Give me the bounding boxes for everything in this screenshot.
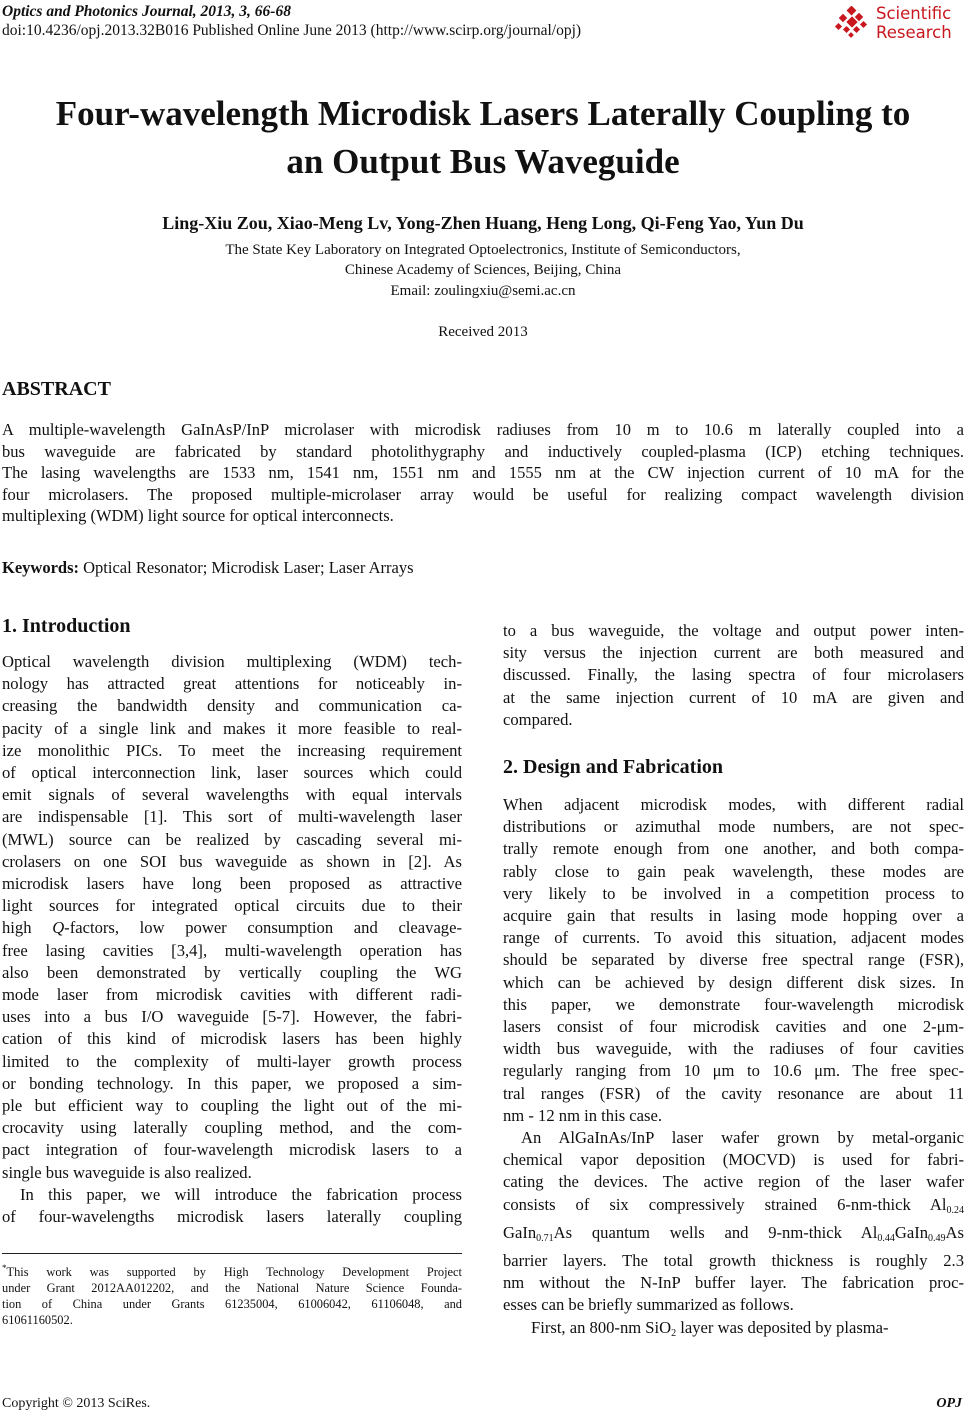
text-line: uses into a bus I/O waveguide [5-7]. However, the fabri-: [2, 1007, 462, 1027]
text-line: distributions or azimuthal mode numbers, are not spec-: [503, 817, 964, 837]
text-line: limited to the complexity of multi-layer growth process: [2, 1051, 462, 1071]
text-line: this paper, we demonstrate four-wavelength microdisk: [503, 994, 964, 1014]
text-line: consists of six compressively strained 6-nm-thick $Al_{0.24}$: [503, 1194, 964, 1216]
text-line: creasing the bandwidth density and communication ca-: [2, 696, 462, 716]
text-line: discussed. Finally, the lasing spectra of four microlasers: [503, 665, 964, 685]
affiliation-line-1: The State Key Laboratory on Integrated Optoelectronics, Institute of Semiconductors,: [225, 242, 741, 258]
logo-line-2: Research: [876, 23, 952, 42]
title-line-2: an Output Bus Waveguide: [286, 142, 680, 181]
logo-mark-icon: [834, 6, 872, 40]
title-line-1: Four-wavelength Microdisk Lasers Laterally Coupling to: [55, 94, 911, 133]
abstract-line: four microlasers. The proposed multiple-microlaser array would be useful for realizing compact wavelength division: [2, 484, 964, 504]
text-line: single bus waveguide is also realized.: [2, 1162, 252, 1182]
text-line: are indispensable [1]. This sort of multi-wavelength laser: [2, 807, 462, 827]
design-heading: 2. Design and Fabrication: [503, 756, 724, 778]
abstract-heading: ABSTRACT: [2, 378, 111, 400]
text-line: nm without the N-InP buffer layer. The fabrication proc-: [503, 1273, 964, 1293]
received-date: Received 2013: [438, 324, 528, 340]
text-line: Optical wavelength division multiplexing (WDM) tech-: [2, 652, 462, 671]
text-line: rably close to gain peak wavelength, these modes are: [503, 861, 964, 881]
copyright: Copyright © 2013 SciRes.: [2, 1396, 151, 1411]
text-line: compared.: [503, 709, 573, 729]
text-line: width bus waveguide, with the radiuses of four cavities: [503, 1039, 964, 1059]
text-line: range of currents. To avoid this situation, adjacent modes: [503, 928, 964, 948]
text-line: of optical interconnection link, laser sources which could: [2, 763, 462, 783]
abstract-line: bus waveguide are fabricated by standard photolithygraphy and inductively coupled-plasma (ICP) etching techniques.: [2, 441, 964, 461]
text-line: First, an 800-nm SiO$_2$ layer was deposited by plasma-: [531, 1317, 889, 1339]
text-line: crocavity using laterally coupling method, and the com-: [2, 1118, 462, 1138]
text-line: crolasers on one SOI bus waveguide as shown in [2]. As: [2, 851, 462, 871]
logo-text: [876, 4, 952, 42]
text-line: emit signals of several wavelengths with equal intervals: [2, 785, 462, 805]
text-line: or bonding technology. In this paper, we proposed a sim-: [2, 1073, 462, 1093]
journal-abbreviation: OPJ: [936, 1396, 962, 1411]
text-line: also been demonstrated by vertically coupling the WG: [2, 962, 462, 982]
text-line: which can be achieved by design different disk sizes. In: [503, 972, 964, 992]
publisher-logo: [834, 4, 960, 44]
text-line: pacity of a single link and makes it more feasible to real-: [2, 718, 462, 738]
text-line: tral ranges (FSR) of the cavity resonance are about 11: [503, 1083, 964, 1103]
footnote-rule: [2, 1253, 462, 1254]
text-line: ple but efficient way to coupling the light out of the mi-: [2, 1096, 462, 1116]
text-line: should be separated by diverse free spectral range (FSR),: [503, 950, 964, 970]
email: Email: zoulingxiu@semi.ac.cn: [390, 283, 576, 299]
text-line: of four-wavelengths microdisk lasers laterally coupling: [2, 1207, 462, 1227]
keywords-label: Keywords:: [2, 558, 79, 577]
footnote-line: under Grant 2012AA012202, and the National Nature Science Founda-: [2, 1281, 462, 1296]
text-line: cation of this kind of microdisk lasers has been highly: [2, 1029, 462, 1049]
text-line: at the same injection current of 10 mA are given and: [503, 687, 964, 707]
design-text: [503, 794, 964, 1345]
journal-name: Optics and Photonics Journal: [2, 3, 193, 20]
text-line: cating the devices. The active region of the laser wafer: [503, 1172, 964, 1192]
intro-heading: 1. Introduction: [2, 615, 131, 637]
text-line: An AlGaInAs/InP laser wafer grown by metal-organic: [521, 1128, 964, 1148]
footnote-line: 61061160502.: [2, 1313, 73, 1328]
text-line: (MWL) source can be realized by cascading several mi-: [2, 829, 462, 849]
text-line: chemical vapor deposition (MOCVD) is used for fabri-: [503, 1150, 964, 1170]
text-line: lasers consist of four microdisk cavities and one 2-μm-: [503, 1017, 964, 1037]
text-line: regularly ranging from 10 μm to 10.6 μm. The free spec-: [503, 1061, 964, 1081]
text-line: free lasing cavities [3,4], multi-wavelength operation has: [2, 940, 462, 960]
text-line: ize monolithic PICs. To meet the increasing requirement: [2, 740, 462, 760]
keywords-text: Optical Resonator; Microdisk Laser; Laser Arrays: [79, 558, 414, 577]
text-line: barrier layers. The total growth thickness is roughly 2.3: [503, 1251, 964, 1271]
text-line: very likely to be involved in a competition process to: [503, 883, 964, 903]
abstract-line: The lasing wavelengths are 1533 nm, 1541 nm, 1551 nm and 1555 nm at the CW injection current of 10 mA for the: [2, 463, 964, 482]
intro-text: [2, 651, 462, 1228]
logo-line-1: Scientific: [876, 4, 952, 23]
text-line: In this paper, we will introduce the fabrication process: [20, 1184, 462, 1204]
abstract-body: [2, 419, 964, 527]
text-line: trally remote enough from one another, and both compa-: [503, 839, 964, 859]
affiliation-line-2: Chinese Academy of Sciences, Beijing, China: [344, 262, 622, 278]
right-column-top: [503, 620, 964, 731]
text-line: microdisk lasers have long been proposed as attractive: [2, 874, 462, 894]
text-line: nm - 12 nm in this case.: [503, 1105, 663, 1125]
abstract-line: multiplexing (WDM) light source for optical interconnects.: [2, 506, 394, 525]
text-line: pact integration of four-wavelength microdisk lasers to a: [2, 1140, 462, 1160]
text-line: esses can be briefly summarized as follows.: [503, 1295, 794, 1315]
text-line: mode laser from microdisk cavities with different radi-: [2, 985, 462, 1005]
text-line: light sources for integrated optical circuits due to their: [2, 896, 462, 916]
keywords: [2, 558, 414, 578]
doi-line: doi:10.4236/opj.2013.32B016 Published Online June 2013 (http://www.scirp.org/journal/opj): [2, 22, 582, 39]
footnote: [2, 1260, 462, 1328]
text-line: high Q-factors, low power consumption and cleavage-: [2, 918, 462, 938]
footnote-line: tion of China under Grants 61235004, 61006042, 61106048, and: [2, 1297, 462, 1312]
journal-header: [2, 2, 291, 21]
paper-title: [0, 90, 966, 186]
footnote-line: *This work was supported by High Technology Development Project: [2, 1263, 462, 1280]
authors: Ling-Xiu Zou, Xiao-Meng Lv, Yong-Zhen Huang, Heng Long, Qi-Feng Yao, Yun Du: [162, 213, 804, 233]
text-line: sity versus the injection current are both measured and: [503, 643, 964, 663]
text-line: nology has attracted great attentions for noticeably in-: [2, 674, 462, 694]
journal-volume: , 2013, 3, 66-68: [192, 3, 291, 20]
text-line: to a bus waveguide, the voltage and output power inten-: [503, 621, 964, 640]
text-line: acquire gain that results in lasing mode hopping over a: [503, 906, 964, 926]
text-line: When adjacent microdisk modes, with different radial: [503, 795, 964, 814]
abstract-line: A multiple-wavelength GaInAsP/InP microlaser with microdisk radiuses from 10 m to 10.6 m laterally coupled into a: [2, 420, 964, 439]
text-line: GaIn$_{0.71}$As quantum wells and 9-nm-thick $Al_{0.44}GaIn_{0.49}As$: [503, 1222, 964, 1244]
